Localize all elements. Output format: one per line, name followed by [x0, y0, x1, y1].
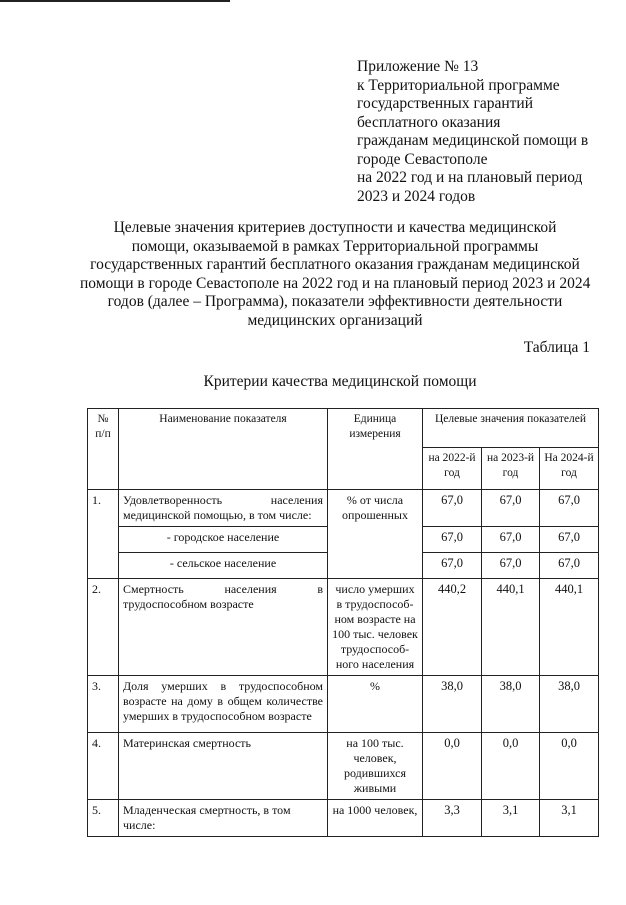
document-heading: [80, 219, 590, 330]
heading-line: помощи в городе Севастополе на 2022 год и на плановый период 2023 и 2024: [80, 274, 591, 292]
table-number: Таблица 1: [523, 339, 590, 356]
table-row: [88, 800, 599, 837]
row-value-2024: 3,1: [540, 800, 599, 837]
row-num: 1.: [88, 490, 119, 579]
row-name: Доля умерших в трудоспособном возрасте на дому в общем количестве умерших в трудоспособном возрасте: [119, 676, 328, 733]
appendix-line: городе Севастополе: [357, 150, 488, 168]
row-value-2022: 440,2: [423, 579, 482, 676]
row-value-2023: 67,0: [482, 490, 540, 527]
heading-line: годов (далее – Программа), показатели эффективности деятельности: [107, 293, 563, 310]
criteria-table: [87, 408, 599, 837]
heading-line: Целевые значения критериев доступности и качества медицинской: [113, 219, 557, 236]
row-value-2023: 67,0: [482, 527, 540, 553]
appendix-line: бесплатного оказания: [357, 113, 501, 131]
table-row: [88, 733, 599, 800]
header-year-2024: На 2024-й год: [540, 448, 599, 490]
table-row: [88, 490, 599, 527]
row-unit: %: [328, 676, 423, 733]
header-targets: Целевые значения показателей: [423, 409, 599, 448]
table-title: Критерии качества медицинской помощи: [203, 373, 477, 390]
heading-line: медицинских организаций: [247, 311, 423, 329]
row-name: Смертность населения в трудоспособном возрасте: [119, 579, 328, 676]
table-header-row: [88, 409, 599, 448]
row-value-2022: 3,3: [423, 800, 482, 837]
row-value-2022: 67,0: [423, 490, 482, 527]
row-value-2022: 67,0: [423, 527, 482, 553]
heading-line: государственных гарантий бесплатного оказания гражданам медицинской: [90, 256, 580, 273]
header-unit: Единица измерения: [328, 409, 423, 490]
row-name: Материнская смертность: [119, 733, 328, 800]
row-unit: на 1000 человек,: [328, 800, 423, 837]
row-unit: на 100 тыс. человек, родившихся живыми: [328, 733, 423, 800]
header-name: Наименование показателя: [119, 409, 328, 490]
row-value-2023: 67,0: [482, 553, 540, 579]
row-value-2022: 67,0: [423, 553, 482, 579]
row-num: 5.: [88, 800, 119, 837]
appendix-note: [357, 58, 588, 206]
row-value-2024: 440,1: [540, 579, 599, 676]
table-row: [88, 676, 599, 733]
row-name: - сельское население: [119, 553, 328, 579]
row-unit: % от числа опрошенных: [328, 490, 423, 579]
appendix-line: к Территориальной программе: [357, 76, 560, 94]
heading-line: помощи, оказываемой в рамках Территориальной программы: [131, 237, 539, 255]
row-value-2024: 67,0: [540, 490, 599, 527]
appendix-line: Приложение № 13: [357, 58, 479, 75]
row-value-2023: 3,1: [482, 800, 540, 837]
top-rule: [0, 0, 230, 2]
row-value-2022: 0,0: [423, 733, 482, 800]
row-num: 2.: [88, 579, 119, 676]
row-value-2023: 440,1: [482, 579, 540, 676]
row-name: Младенческая смертность, в том числе:: [119, 800, 328, 837]
row-name: Удовлетворенность населения медицинской помощью, в том числе:: [119, 490, 328, 527]
row-name: - городское население: [119, 527, 328, 553]
row-num: 4.: [88, 733, 119, 800]
row-value-2024: 67,0: [540, 527, 599, 553]
row-value-2024: 0,0: [540, 733, 599, 800]
header-year-2023: на 2023-й год: [482, 448, 540, 490]
row-value-2024: 67,0: [540, 553, 599, 579]
row-value-2024: 38,0: [540, 676, 599, 733]
appendix-line: на 2022 год и на плановый период: [357, 169, 583, 186]
table-row: [88, 579, 599, 676]
row-value-2023: 38,0: [482, 676, 540, 733]
row-num: 3.: [88, 676, 119, 733]
appendix-line: государственных гарантий: [357, 95, 533, 112]
row-value-2022: 38,0: [423, 676, 482, 733]
header-num: № п/п: [88, 409, 119, 490]
header-year-2022: на 2022-й год: [423, 448, 482, 490]
appendix-line: гражданам медицинской помощи в: [357, 132, 589, 149]
row-unit: число умерших в трудоспособ-ном возрасте на 100 тыс. человек трудоспособ-ного населения: [328, 579, 423, 676]
row-value-2023: 0,0: [482, 733, 540, 800]
appendix-line: 2023 и 2024 годов: [357, 187, 476, 205]
